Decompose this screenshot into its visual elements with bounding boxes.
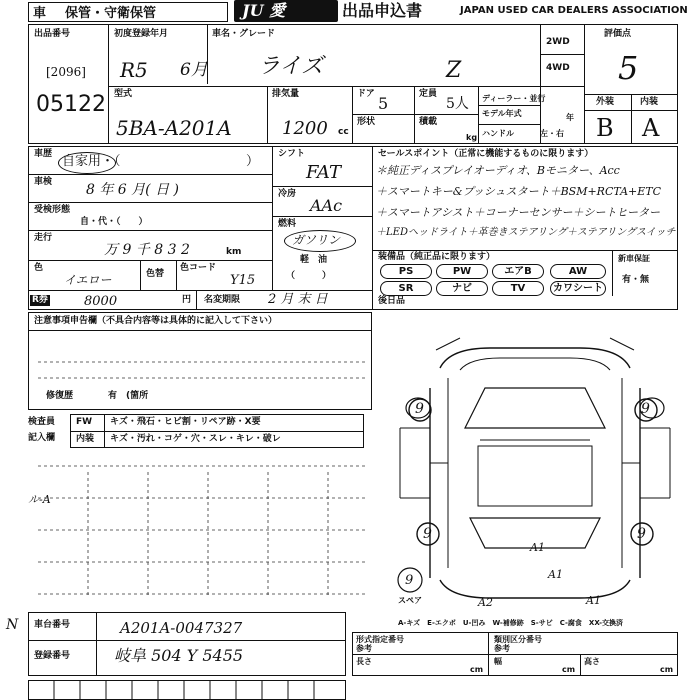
length-unit: cm [470, 665, 484, 674]
equip-navi: ナビ [436, 281, 488, 296]
selling-lines [376, 165, 676, 249]
shape-label: 形状 [357, 117, 376, 127]
car-damage-diagram [390, 318, 680, 618]
receipt-options: 自・代・（ ） [80, 217, 148, 227]
recycle-yen: 円 [182, 295, 192, 305]
damage-mark: A1 [586, 594, 601, 607]
class-label: 類別区分番号 [494, 635, 542, 644]
equip-label: 装備品（純正品に限ります） [378, 252, 496, 262]
equip-ps: PS [380, 264, 432, 279]
later-label: 後日品 [378, 296, 406, 306]
capacity-value: 5人 [446, 96, 469, 112]
first-reg-month: 6月 [180, 60, 208, 80]
fuel-value: ガソリン [292, 233, 341, 247]
usage-value: 自家用・（ [62, 154, 121, 169]
lot-code: [2096] [46, 65, 86, 79]
title-change-value: 2 月 末 日 [268, 292, 328, 307]
color-label: 色 [34, 263, 44, 273]
interior-label: 内装 [640, 97, 659, 107]
form-title: 出品申込書 [342, 1, 423, 20]
ac-label: 冷房 [278, 189, 297, 199]
damage-mark: 9 [423, 526, 432, 542]
association-name: JAPAN USED CAR DEALERS ASSOCIATION [460, 5, 688, 16]
fuel-paren: （ ） [286, 271, 332, 281]
usage-label: 車歴 [34, 149, 53, 159]
selling-label: セールスポイント（正常に機能するものに限ります） [378, 149, 594, 159]
mileage-label: 走行 [34, 233, 53, 243]
selling-line: ＋スマートアシスト＋コーナーセンサー＋シートヒーター [376, 206, 661, 219]
lot-number-label: 出品番号 [34, 29, 71, 39]
new-cert-value: 有・無 [622, 275, 650, 285]
drive-2wd: 2WD [546, 37, 570, 47]
drive-4wd: 4WD [546, 63, 570, 73]
chassis-label: 車台番号 [34, 620, 71, 630]
logo-mark [234, 0, 338, 22]
fuel-options: 軽 油 [300, 255, 328, 265]
notes-label: 注意事項申告欄（不具合内容等は具体的に記入して下さい） [34, 316, 278, 326]
first-reg-year: R5 [120, 58, 148, 82]
dealer-label: ディーラー・並行 [482, 94, 546, 103]
load-label: 積載 [419, 117, 438, 127]
car-name: ライズ [258, 54, 324, 79]
selling-line: ＊純正ディスプレイオーディオ、Bモニター、Acc [376, 164, 620, 177]
shift-label: シフト [278, 149, 306, 159]
displacement-value: 1200 [282, 118, 328, 139]
damage-mark: A1 [530, 541, 545, 554]
mileage-unit: km [226, 247, 242, 257]
damage-mark: A1 [548, 568, 563, 581]
new-cert-label: 新車保証 [618, 254, 650, 263]
ac-value: AAc [310, 196, 343, 215]
interior-check-label: 内装 [76, 434, 95, 444]
usage-circle [58, 152, 116, 174]
handle-label: ハンドル [482, 129, 514, 138]
storage-box [28, 2, 228, 22]
color-code-label: 色コード [180, 263, 217, 273]
model-label: 型式 [114, 89, 133, 99]
lot-number: 05122 [36, 92, 106, 117]
car-storage-label: 車 [33, 6, 47, 21]
equip-tv: TV [492, 281, 544, 296]
color-change-label: 色替 [146, 269, 165, 279]
damage-mark: 9 [415, 401, 424, 417]
damage-mark: A2 [478, 596, 493, 609]
reg-label: 登録番号 [34, 651, 71, 661]
evaluation-score: 5 [618, 49, 639, 87]
usage-close: ） [246, 154, 260, 169]
color-value: イエロー [64, 273, 112, 287]
bottom-strip-dividers [28, 680, 346, 700]
displacement-unit: cc [338, 127, 349, 137]
recycle-label: R券 [32, 295, 48, 305]
inspection-label: 車検 [34, 177, 53, 187]
fw-text: キズ・飛石・ヒビ割・リペア跡・X要 [110, 417, 261, 427]
doors-label: ドア [357, 89, 375, 99]
exterior-label: 外装 [596, 97, 615, 107]
damage-mark: 9 [405, 573, 414, 588]
selling-line: ＋LEDヘッドライト＋革巻きステアリング＋ステアリングスイッチ [376, 227, 676, 238]
inspector-label-2: 記入欄 [28, 433, 56, 443]
equip-sr: SR [380, 281, 432, 296]
spare-label: スペア [398, 596, 422, 605]
load-unit: kg [466, 133, 478, 142]
doors-value: 5 [378, 94, 389, 113]
displacement-label: 排気量 [272, 89, 300, 99]
color-code-value: Y15 [230, 273, 256, 288]
recycle-value: 8000 [84, 294, 118, 309]
repair-label: 修復歴 [46, 391, 74, 401]
first-reg-label: 初度登録年月 [114, 29, 169, 39]
fw-label: FW [76, 417, 93, 427]
damage-legend: A-キズ E-エクボ U-凹み W-補修跡 S-サビ C-腐食 XX-交換済 [398, 619, 624, 627]
equip-aw: AW [550, 264, 606, 279]
storage-sub-label: 保管・守衛保管 [65, 6, 157, 21]
grade: Z [446, 58, 462, 83]
inspector-label: 検査員 [28, 417, 56, 427]
inspection-value: 8 年 6 月( 日 ) [86, 182, 179, 198]
damage-mark: 9 [637, 526, 646, 542]
equip-airbag: エアB [492, 264, 544, 279]
title-change-label: 名変期限 [204, 295, 241, 305]
logo-text: JU 愛 [242, 1, 286, 20]
spec-ref: 参考 [356, 644, 372, 653]
mileage-value: 万 9 千 8 3 2 [104, 242, 190, 258]
evaluation-label: 評価点 [604, 29, 632, 39]
handle-options: 左・右 [540, 129, 564, 138]
height-unit: cm [660, 665, 674, 674]
height-label: 高さ [584, 657, 600, 666]
equip-leather: カワシート [550, 281, 606, 296]
model-year-label: モデル年式 [482, 109, 522, 118]
interior-grade: A [642, 114, 660, 142]
repair-value: 有 (箇所 [108, 391, 149, 401]
fuel-label: 燃料 [278, 219, 297, 229]
notes-dashed-lines [28, 340, 372, 600]
capacity-label: 定員 [419, 89, 438, 99]
reg-value: 岐阜 504 Y 5455 [114, 646, 244, 665]
chassis-value: A201A-0047327 [120, 619, 243, 637]
spec-label: 形式指定番号 [356, 635, 404, 644]
exterior-grade: B [596, 114, 614, 142]
equip-pw: PW [436, 264, 488, 279]
interior-check-text: キズ・汚れ・コゲ・穴・スレ・キレ・破レ [110, 434, 281, 444]
car-name-label: 車名・グレード [212, 29, 276, 39]
damage-mark: 9 [641, 401, 650, 417]
margin-mark: N [6, 617, 19, 633]
handwritten-note: ル-A [28, 493, 51, 506]
length-label: 長さ [356, 657, 372, 666]
model-year-unit: 年 [566, 113, 574, 122]
width-label: 幅 [494, 657, 502, 666]
width-unit: cm [562, 665, 576, 674]
class-ref: 参考 [494, 644, 510, 653]
receipt-label: 受検形態 [34, 205, 71, 215]
selling-line: ＋スマートキー&プッシュスタート＋BSM+RCTA+ETC [376, 185, 662, 198]
model-code: 5BA-A201A [116, 116, 232, 140]
shift-value: FAT [306, 162, 341, 183]
